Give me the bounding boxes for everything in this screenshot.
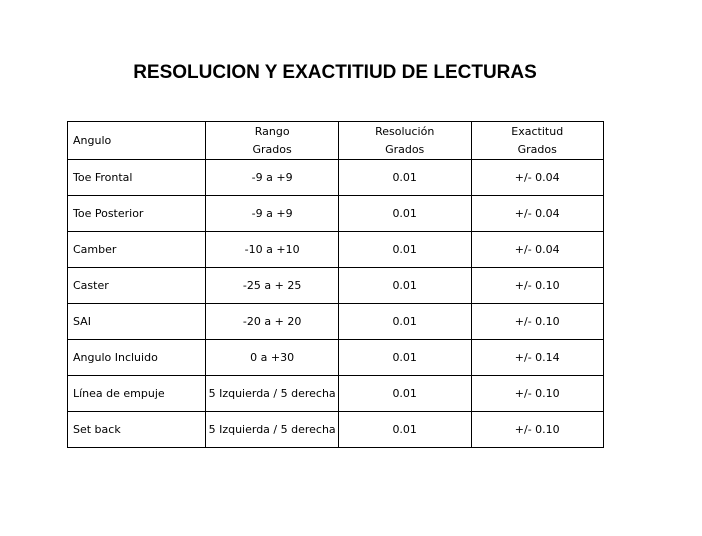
- cell-accuracy: +/- 0.10: [471, 304, 604, 340]
- cell-angle: Toe Posterior: [68, 196, 206, 232]
- cell-angle: SAI: [68, 304, 206, 340]
- table-row: [68, 268, 604, 304]
- header-angle: [68, 122, 206, 160]
- cell-angle: Angulo Incluido: [68, 340, 206, 376]
- header-resolution: [338, 122, 471, 160]
- cell-angle: Toe Frontal: [68, 160, 206, 196]
- header-accuracy-label: Exactitud: [511, 124, 564, 138]
- cell-resolution: 0.01: [338, 196, 471, 232]
- cell-accuracy: +/- 0.04: [471, 196, 604, 232]
- cell-accuracy: +/- 0.04: [471, 232, 604, 268]
- header-accuracy: [471, 122, 604, 160]
- table-row: [68, 196, 604, 232]
- header-resolution-label: Resolución: [375, 124, 435, 138]
- header-resolution-unit: Grados: [385, 142, 425, 156]
- readings-table: [67, 121, 604, 448]
- header-range-unit: Grados: [252, 142, 292, 156]
- cell-angle: Set back: [68, 412, 206, 448]
- cell-angle: Camber: [68, 232, 206, 268]
- cell-accuracy: +/- 0.10: [471, 376, 604, 412]
- cell-angle: Caster: [68, 268, 206, 304]
- cell-resolution: 0.01: [338, 304, 471, 340]
- cell-range: 5 Izquierda / 5 derecha: [206, 412, 338, 448]
- table-body: [68, 160, 604, 448]
- cell-resolution: 0.01: [338, 376, 471, 412]
- table-row: [68, 340, 604, 376]
- cell-range: -9 a +9: [206, 160, 338, 196]
- cell-accuracy: +/- 0.14: [471, 340, 604, 376]
- cell-range: 5 Izquierda / 5 derecha: [206, 376, 338, 412]
- cell-range: -20 a + 20: [206, 304, 338, 340]
- cell-accuracy: +/- 0.10: [471, 268, 604, 304]
- header-accuracy-unit: Grados: [517, 142, 557, 156]
- cell-resolution: 0.01: [338, 232, 471, 268]
- cell-range: 0 a +30: [206, 340, 338, 376]
- cell-resolution: 0.01: [338, 268, 471, 304]
- header-row: [68, 122, 604, 160]
- header-range-label: Rango: [254, 124, 290, 138]
- document-title: RESOLUCION Y EXACTITIUD DE LECTURAS: [133, 62, 537, 83]
- table-row: [68, 232, 604, 268]
- table-row: [68, 304, 604, 340]
- cell-range: -9 a +9: [206, 196, 338, 232]
- table-row: [68, 160, 604, 196]
- cell-resolution: 0.01: [338, 160, 471, 196]
- cell-range: -10 a +10: [206, 232, 338, 268]
- table-row: [68, 376, 604, 412]
- header-angle-label: Angulo: [73, 133, 112, 147]
- cell-range: -25 a + 25: [206, 268, 338, 304]
- cell-resolution: 0.01: [338, 340, 471, 376]
- cell-accuracy: +/- 0.04: [471, 160, 604, 196]
- cell-angle: Línea de empuje: [68, 376, 206, 412]
- header-range: [206, 122, 338, 160]
- table-header: [68, 122, 604, 160]
- cell-accuracy: +/- 0.10: [471, 412, 604, 448]
- cell-resolution: 0.01: [338, 412, 471, 448]
- table-row: [68, 412, 604, 448]
